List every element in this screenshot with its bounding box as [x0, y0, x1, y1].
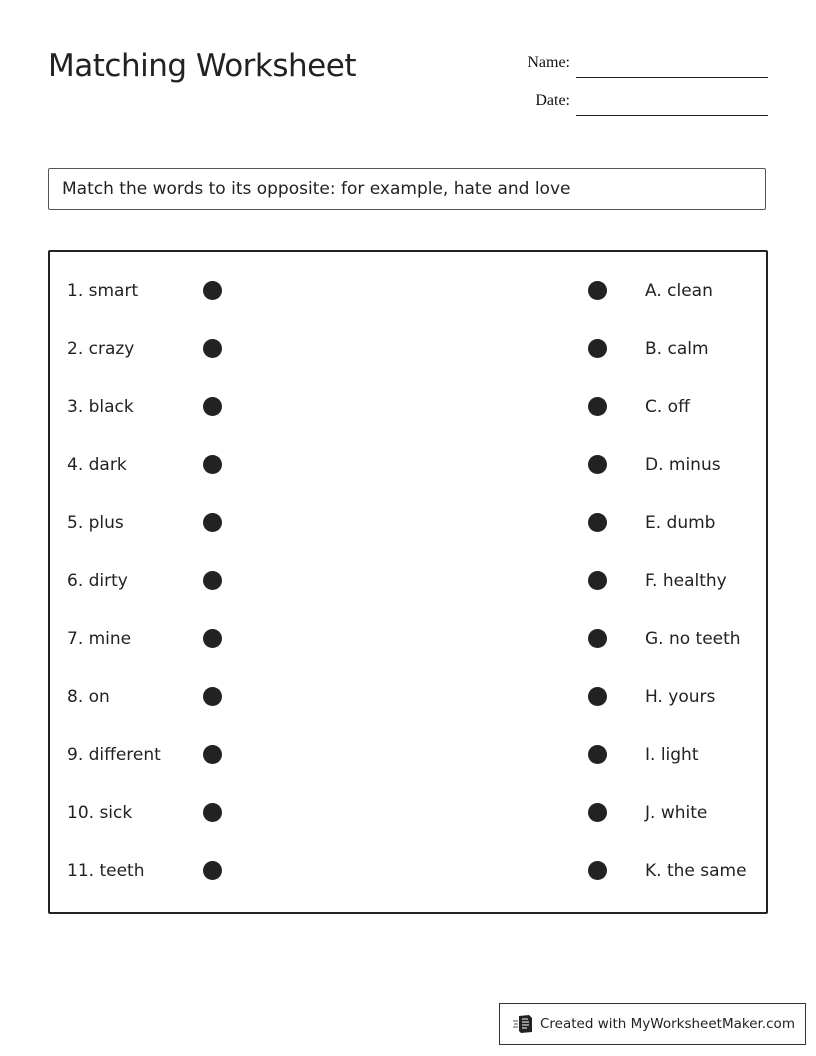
right-connector-dot[interactable] — [588, 745, 607, 764]
match-row — [50, 861, 766, 891]
match-row — [50, 455, 766, 485]
left-connector-dot[interactable] — [203, 455, 222, 474]
left-item: 4. dark — [67, 455, 127, 475]
right-item: A. clean — [645, 281, 713, 301]
right-item: F. healthy — [645, 571, 727, 591]
match-row — [50, 629, 766, 659]
left-connector-dot[interactable] — [203, 571, 222, 590]
match-row — [50, 687, 766, 717]
left-connector-dot[interactable] — [203, 687, 222, 706]
left-connector-dot[interactable] — [203, 397, 222, 416]
instructions-text: Match the words to its opposite: for example, hate and love — [62, 179, 571, 199]
footer-credit[interactable] — [499, 1003, 806, 1045]
left-item: 5. plus — [67, 513, 124, 533]
right-connector-dot[interactable] — [588, 629, 607, 648]
date-field-line[interactable] — [576, 115, 768, 116]
left-item: 3. black — [67, 397, 134, 417]
right-item: G. no teeth — [645, 629, 741, 649]
footer-text: Created with MyWorksheetMaker.com — [540, 1016, 795, 1032]
right-connector-dot[interactable] — [588, 803, 607, 822]
page-title: Matching Worksheet — [48, 48, 356, 84]
right-item: D. minus — [645, 455, 721, 475]
left-connector-dot[interactable] — [203, 281, 222, 300]
left-connector-dot[interactable] — [203, 861, 222, 880]
right-connector-dot[interactable] — [588, 513, 607, 532]
left-item: 8. on — [67, 687, 110, 707]
instructions-box — [48, 168, 766, 210]
left-connector-dot[interactable] — [203, 339, 222, 358]
left-item: 6. dirty — [67, 571, 128, 591]
left-connector-dot[interactable] — [203, 513, 222, 532]
right-item: K. the same — [645, 861, 747, 881]
match-row — [50, 339, 766, 369]
right-item: E. dumb — [645, 513, 716, 533]
right-connector-dot[interactable] — [588, 571, 607, 590]
match-row — [50, 571, 766, 601]
left-item: 7. mine — [67, 629, 132, 649]
name-label-wrap — [480, 54, 570, 74]
left-item: 9. different — [67, 745, 161, 765]
right-item: B. calm — [645, 339, 709, 359]
match-row — [50, 397, 766, 427]
right-item: C. off — [645, 397, 690, 417]
date-label: Date: — [535, 92, 570, 109]
left-item: 10. sick — [67, 803, 133, 823]
right-item: H. yours — [645, 687, 716, 707]
name-field-line[interactable] — [576, 77, 768, 78]
match-row — [50, 745, 766, 775]
worksheet-maker-logo-icon — [512, 1013, 534, 1035]
right-item: I. light — [645, 745, 699, 765]
right-connector-dot[interactable] — [588, 281, 607, 300]
left-item: 11. teeth — [67, 861, 145, 881]
name-label: Name: — [527, 54, 570, 71]
right-connector-dot[interactable] — [588, 687, 607, 706]
right-item: J. white — [645, 803, 708, 823]
left-item: 2. crazy — [67, 339, 135, 359]
match-row — [50, 803, 766, 833]
match-row — [50, 281, 766, 311]
left-connector-dot[interactable] — [203, 803, 222, 822]
right-connector-dot[interactable] — [588, 455, 607, 474]
right-connector-dot[interactable] — [588, 339, 607, 358]
right-connector-dot[interactable] — [588, 397, 607, 416]
right-connector-dot[interactable] — [588, 861, 607, 880]
left-item: 1. smart — [67, 281, 139, 301]
match-row — [50, 513, 766, 543]
left-connector-dot[interactable] — [203, 745, 222, 764]
left-connector-dot[interactable] — [203, 629, 222, 648]
date-label-wrap — [480, 92, 570, 112]
matching-area — [48, 250, 768, 914]
